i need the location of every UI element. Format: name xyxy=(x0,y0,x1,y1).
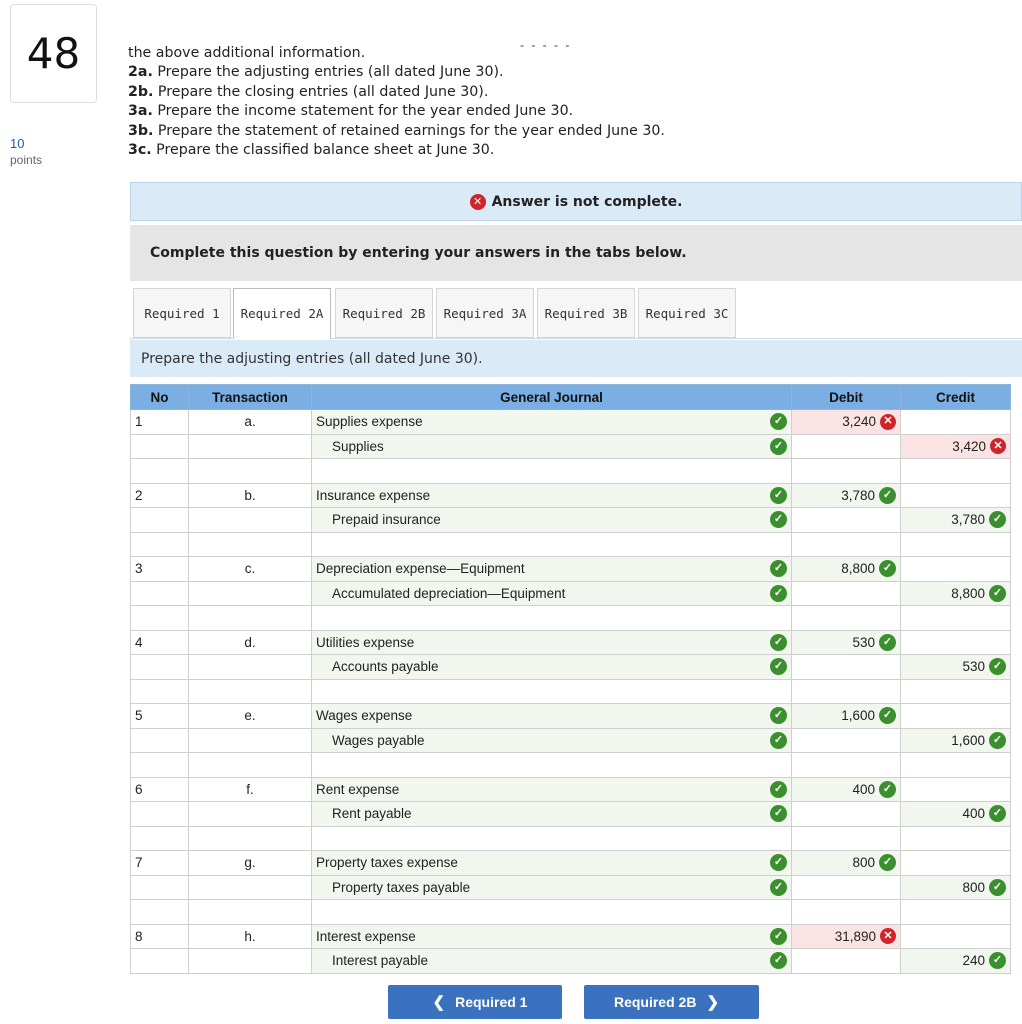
credit-amount: 240 xyxy=(962,953,985,969)
account-wrap xyxy=(316,805,787,822)
credit-amount-cell[interactable] xyxy=(901,728,1011,753)
check-circle-icon: ✓ xyxy=(989,658,1006,675)
amount-wrap xyxy=(951,585,1006,602)
x-circle-icon: ✕ xyxy=(470,194,486,210)
amount-wrap xyxy=(835,928,896,944)
table-row xyxy=(131,581,1011,606)
instruction-text: Prepare the classified balance sheet at June 30. xyxy=(151,142,495,159)
credit-account-cell[interactable] xyxy=(312,875,792,900)
table-row-blank xyxy=(131,532,1011,557)
credit-account-cell[interactable] xyxy=(312,655,792,680)
table-row xyxy=(131,630,1011,655)
amount-wrap xyxy=(852,634,896,651)
account-wrap xyxy=(316,879,787,896)
credit-amount-cell[interactable] xyxy=(901,924,1011,949)
debit-amount-cell[interactable] xyxy=(792,508,901,533)
prepare-instruction: Prepare the adjusting entries (all dated June 30). xyxy=(130,340,1022,377)
amount-wrap xyxy=(962,805,1006,822)
amount-wrap xyxy=(852,781,896,798)
header-general-journal: General Journal xyxy=(312,385,792,410)
debit-amount: 3,240 xyxy=(842,414,876,430)
debit-amount-cell[interactable] xyxy=(792,802,901,827)
debit-account-name: Property taxes expense xyxy=(316,855,458,871)
entry-number-text: 7 xyxy=(135,855,143,871)
credit-amount: 3,420 xyxy=(952,438,986,454)
transaction-text: f. xyxy=(246,781,254,797)
debit-amount-cell[interactable] xyxy=(792,655,901,680)
entry-number xyxy=(131,581,189,606)
table-row xyxy=(131,949,1011,974)
account-wrap xyxy=(316,854,787,871)
table-row-blank xyxy=(131,826,1011,851)
entry-number xyxy=(131,875,189,900)
credit-account-name: Interest payable xyxy=(332,953,429,969)
transaction-cell xyxy=(189,532,312,557)
transaction-text: a. xyxy=(244,414,256,430)
instruction-tag: 3b. xyxy=(128,122,154,139)
entry-number xyxy=(131,777,189,802)
x-circle-icon: ✕ xyxy=(880,414,896,430)
transaction-cell xyxy=(189,704,312,729)
credit-account-name: Supplies xyxy=(332,438,384,454)
entry-number xyxy=(131,704,189,729)
debit-account-cell[interactable] xyxy=(312,777,792,802)
check-circle-icon: ✓ xyxy=(770,781,787,798)
credit-amount-cell[interactable] xyxy=(901,434,1011,459)
entry-number xyxy=(131,606,189,631)
entry-number xyxy=(131,679,189,704)
account-wrap xyxy=(316,487,787,504)
transaction-cell xyxy=(189,508,312,533)
instruction-line xyxy=(128,141,665,160)
account-wrap xyxy=(316,658,787,675)
table-row xyxy=(131,704,1011,729)
credit-account-cell[interactable] xyxy=(312,508,792,533)
instruction-text: Prepare the income statement for the year ended June 30. xyxy=(152,103,574,120)
entry-number-text: 5 xyxy=(135,708,143,724)
account-wrap xyxy=(316,413,787,430)
answer-status-text: Answer is not complete. xyxy=(491,193,683,210)
account-cell[interactable] xyxy=(312,826,792,851)
credit-account-cell[interactable] xyxy=(312,802,792,827)
table-row xyxy=(131,483,1011,508)
transaction-cell xyxy=(189,777,312,802)
account-wrap xyxy=(316,438,787,455)
table-row xyxy=(131,434,1011,459)
check-circle-icon: ✓ xyxy=(770,805,787,822)
transaction-text: h. xyxy=(244,928,256,944)
transaction-cell xyxy=(189,483,312,508)
check-circle-icon: ✓ xyxy=(770,732,787,749)
table-row xyxy=(131,557,1011,582)
transaction-text: b. xyxy=(244,487,256,503)
credit-account-cell[interactable] xyxy=(312,949,792,974)
instruction-line xyxy=(128,83,665,102)
account-wrap xyxy=(316,585,787,602)
transaction-cell xyxy=(189,557,312,582)
entry-number xyxy=(131,557,189,582)
debit-account-name: Insurance expense xyxy=(316,487,431,503)
instruction-text: Prepare the adjusting entries (all dated June 30). xyxy=(152,64,504,81)
transaction-cell xyxy=(189,434,312,459)
amount-wrap xyxy=(951,732,1006,749)
tab-bar xyxy=(130,288,1022,339)
table-row xyxy=(131,924,1011,949)
check-circle-icon: ✓ xyxy=(770,585,787,602)
account-wrap xyxy=(316,781,787,798)
check-circle-icon: ✓ xyxy=(770,413,787,430)
debit-account-cell[interactable] xyxy=(312,704,792,729)
check-circle-icon: ✓ xyxy=(989,805,1006,822)
credit-amount-cell[interactable] xyxy=(901,557,1011,582)
instruction-line xyxy=(128,102,665,121)
account-wrap xyxy=(316,511,787,528)
credit-amount-cell[interactable] xyxy=(901,483,1011,508)
debit-amount-cell[interactable] xyxy=(792,753,901,778)
entry-number xyxy=(131,900,189,925)
debit-amount: 530 xyxy=(852,634,875,650)
credit-amount: 3,780 xyxy=(951,512,985,528)
check-circle-icon: ✓ xyxy=(989,879,1006,896)
check-circle-icon: ✓ xyxy=(989,511,1006,528)
entry-number xyxy=(131,851,189,876)
transaction-cell xyxy=(189,630,312,655)
instructions xyxy=(128,44,665,160)
account-wrap xyxy=(316,634,787,651)
entry-number xyxy=(131,410,189,435)
table-row xyxy=(131,728,1011,753)
debit-account-name: Rent expense xyxy=(316,781,400,797)
credit-amount: 1,600 xyxy=(951,732,985,748)
table-row xyxy=(131,777,1011,802)
header-fragment: - - - - - xyxy=(520,38,572,52)
debit-amount: 400 xyxy=(852,781,875,797)
account-wrap xyxy=(316,707,787,724)
account-cell[interactable] xyxy=(312,900,792,925)
table-row xyxy=(131,875,1011,900)
entry-number xyxy=(131,924,189,949)
credit-amount: 800 xyxy=(962,879,985,895)
credit-amount-cell[interactable] xyxy=(901,630,1011,655)
account-wrap xyxy=(316,560,787,577)
debit-amount-cell[interactable] xyxy=(792,434,901,459)
table-row xyxy=(131,410,1011,435)
check-circle-icon: ✓ xyxy=(770,487,787,504)
check-circle-icon: ✓ xyxy=(770,707,787,724)
transaction-cell xyxy=(189,655,312,680)
transaction-cell xyxy=(189,679,312,704)
debit-amount-cell[interactable] xyxy=(792,900,901,925)
transaction-cell xyxy=(189,826,312,851)
debit-account-cell[interactable] xyxy=(312,630,792,655)
debit-amount-cell[interactable] xyxy=(792,532,901,557)
prev-button-label: Required 1 xyxy=(455,994,528,1010)
check-circle-icon: ✓ xyxy=(879,634,896,651)
check-circle-icon: ✓ xyxy=(879,781,896,798)
debit-amount: 3,780 xyxy=(841,487,875,503)
chevron-left-icon: ❮ xyxy=(432,994,446,1011)
account-wrap xyxy=(316,732,787,749)
check-circle-icon: ✓ xyxy=(770,879,787,896)
debit-account-cell[interactable] xyxy=(312,483,792,508)
debit-amount-cell[interactable] xyxy=(792,459,901,484)
debit-amount-cell[interactable] xyxy=(792,679,901,704)
journal-table xyxy=(130,384,1011,974)
account-cell[interactable] xyxy=(312,459,792,484)
credit-amount-cell[interactable] xyxy=(901,802,1011,827)
amount-wrap xyxy=(841,487,896,504)
x-circle-icon: ✕ xyxy=(880,928,896,944)
entry-number xyxy=(131,434,189,459)
instruction-tag: 2a. xyxy=(128,64,153,81)
debit-amount-cell[interactable] xyxy=(792,557,901,582)
credit-account-cell[interactable] xyxy=(312,728,792,753)
credit-amount: 8,800 xyxy=(951,585,985,601)
credit-amount-cell[interactable] xyxy=(901,679,1011,704)
debit-account-cell[interactable] xyxy=(312,924,792,949)
debit-amount-cell[interactable] xyxy=(792,851,901,876)
entry-number-text: 4 xyxy=(135,634,143,650)
debit-amount-cell[interactable] xyxy=(792,949,901,974)
credit-amount-cell[interactable] xyxy=(901,875,1011,900)
check-circle-icon: ✓ xyxy=(879,487,896,504)
entry-number xyxy=(131,532,189,557)
transaction-text: c. xyxy=(244,561,256,577)
table-row xyxy=(131,508,1011,533)
debit-amount-cell[interactable] xyxy=(792,606,901,631)
transaction-cell xyxy=(189,900,312,925)
credit-account-cell[interactable] xyxy=(312,581,792,606)
credit-amount-cell[interactable] xyxy=(901,410,1011,435)
credit-amount-cell[interactable] xyxy=(901,532,1011,557)
transaction-cell xyxy=(189,851,312,876)
check-circle-icon: ✓ xyxy=(770,854,787,871)
answer-status-banner xyxy=(130,182,1022,221)
debit-amount: 1,600 xyxy=(841,708,875,724)
amount-wrap xyxy=(962,879,1006,896)
entry-number xyxy=(131,655,189,680)
instruction-line xyxy=(128,63,665,82)
check-circle-icon: ✓ xyxy=(770,560,787,577)
amount-wrap xyxy=(952,438,1006,454)
credit-account-cell[interactable] xyxy=(312,434,792,459)
check-circle-icon: ✓ xyxy=(989,952,1006,969)
credit-amount-cell[interactable] xyxy=(901,655,1011,680)
transaction-cell xyxy=(189,581,312,606)
chevron-right-icon: ❯ xyxy=(706,994,720,1011)
debit-account-name: Utilities expense xyxy=(316,634,415,650)
transaction-cell xyxy=(189,924,312,949)
debit-account-name: Interest expense xyxy=(316,928,416,944)
entry-number xyxy=(131,753,189,778)
transaction-text: d. xyxy=(244,634,256,650)
points-label: points xyxy=(10,153,43,167)
check-circle-icon: ✓ xyxy=(770,438,787,455)
transaction-text: g. xyxy=(244,855,256,871)
instruction-text: Prepare the statement of retained earnings for the year ended June 30. xyxy=(153,122,665,139)
credit-account-name: Rent payable xyxy=(332,806,412,822)
prev-required-button[interactable] xyxy=(388,985,562,1019)
amount-wrap xyxy=(841,707,896,724)
debit-account-name: Supplies expense xyxy=(316,414,423,430)
instruction-text: Prepare the closing entries (all dated June 30). xyxy=(153,83,489,100)
amount-wrap xyxy=(852,854,896,871)
instruction-text: the above additional information. xyxy=(128,45,366,61)
credit-amount-cell[interactable] xyxy=(901,508,1011,533)
tab-required-2a[interactable]: Required 2A xyxy=(233,288,331,339)
debit-amount-cell[interactable] xyxy=(792,630,901,655)
debit-amount-cell[interactable] xyxy=(792,826,901,851)
credit-account-name: Prepaid insurance xyxy=(332,512,441,528)
credit-account-name: Property taxes payable xyxy=(332,879,471,895)
instruction-tag: 2b. xyxy=(128,83,154,100)
table-row-blank xyxy=(131,900,1011,925)
tab-required-1[interactable]: Required 1 xyxy=(133,288,231,338)
entry-number-text: 8 xyxy=(135,928,143,944)
credit-amount-cell[interactable] xyxy=(901,900,1011,925)
entry-number xyxy=(131,459,189,484)
credit-amount-cell[interactable] xyxy=(901,581,1011,606)
debit-amount-cell[interactable] xyxy=(792,581,901,606)
entry-number-text: 3 xyxy=(135,561,143,577)
account-cell[interactable] xyxy=(312,679,792,704)
credit-amount-cell[interactable] xyxy=(901,826,1011,851)
tab-required-3a[interactable]: Required 3A xyxy=(436,288,534,338)
entry-number xyxy=(131,949,189,974)
debit-amount-cell[interactable] xyxy=(792,924,901,949)
debit-account-name: Depreciation expense—Equipment xyxy=(316,561,525,577)
entry-number-text: 1 xyxy=(135,414,143,430)
check-circle-icon: ✓ xyxy=(770,952,787,969)
credit-account-name: Wages payable xyxy=(332,732,425,748)
debit-amount-cell[interactable] xyxy=(792,704,901,729)
debit-amount-cell[interactable] xyxy=(792,410,901,435)
table-row xyxy=(131,802,1011,827)
tab-required-3c[interactable]: Required 3C xyxy=(638,288,736,338)
credit-amount-cell[interactable] xyxy=(901,777,1011,802)
amount-wrap xyxy=(842,414,896,430)
debit-account-cell[interactable] xyxy=(312,557,792,582)
x-circle-icon: ✕ xyxy=(990,438,1006,454)
table-row-blank xyxy=(131,679,1011,704)
credit-amount-cell[interactable] xyxy=(901,949,1011,974)
debit-account-cell[interactable] xyxy=(312,410,792,435)
table-header-row xyxy=(131,385,1011,410)
amount-wrap xyxy=(841,560,896,577)
next-button-label: Required 2B xyxy=(613,994,697,1010)
instruction-line xyxy=(128,44,665,63)
debit-account-cell[interactable] xyxy=(312,851,792,876)
credit-account-name: Accumulated depreciation—Equipment xyxy=(332,585,566,601)
header-credit: Credit xyxy=(901,385,1011,410)
credit-amount-cell[interactable] xyxy=(901,704,1011,729)
transaction-cell xyxy=(189,410,312,435)
check-circle-icon: ✓ xyxy=(770,511,787,528)
account-cell[interactable] xyxy=(312,753,792,778)
transaction-cell xyxy=(189,802,312,827)
account-wrap xyxy=(316,952,787,969)
question-number: 48 xyxy=(26,29,81,78)
credit-amount: 400 xyxy=(962,806,985,822)
credit-amount-cell[interactable] xyxy=(901,851,1011,876)
entry-number xyxy=(131,826,189,851)
table-row-blank xyxy=(131,753,1011,778)
entry-number xyxy=(131,728,189,753)
debit-amount-cell[interactable] xyxy=(792,728,901,753)
debit-amount-cell[interactable] xyxy=(792,875,901,900)
entry-number-text: 6 xyxy=(135,781,143,797)
debit-amount: 31,890 xyxy=(834,928,876,944)
entry-number xyxy=(131,508,189,533)
check-circle-icon: ✓ xyxy=(770,634,787,651)
tab-required-2b[interactable]: Required 2B xyxy=(335,288,433,338)
table-row-blank xyxy=(131,606,1011,631)
check-circle-icon: ✓ xyxy=(879,560,896,577)
amount-wrap xyxy=(962,952,1006,969)
entry-number-text: 2 xyxy=(135,487,143,503)
credit-account-name: Accounts payable xyxy=(332,659,439,675)
check-circle-icon: ✓ xyxy=(879,854,896,871)
check-circle-icon: ✓ xyxy=(770,928,787,945)
transaction-cell xyxy=(189,459,312,484)
credit-amount: 530 xyxy=(962,659,985,675)
table-row-blank xyxy=(131,459,1011,484)
next-required-button[interactable] xyxy=(584,985,759,1019)
header-no: No xyxy=(131,385,189,410)
transaction-cell xyxy=(189,949,312,974)
transaction-text: e. xyxy=(244,708,256,724)
points-value: 10 xyxy=(10,136,25,151)
credit-amount-cell[interactable] xyxy=(901,606,1011,631)
check-circle-icon: ✓ xyxy=(989,585,1006,602)
credit-amount-cell[interactable] xyxy=(901,753,1011,778)
account-cell[interactable] xyxy=(312,606,792,631)
debit-amount: 8,800 xyxy=(841,561,875,577)
transaction-cell xyxy=(189,728,312,753)
transaction-cell xyxy=(189,606,312,631)
debit-amount: 800 xyxy=(852,855,875,871)
check-circle-icon: ✓ xyxy=(989,732,1006,749)
amount-wrap xyxy=(951,511,1006,528)
table-row xyxy=(131,851,1011,876)
account-cell[interactable] xyxy=(312,532,792,557)
table-row xyxy=(131,655,1011,680)
instruction-tag: 3c. xyxy=(128,142,152,159)
amount-wrap xyxy=(962,658,1006,675)
complete-prompt: Complete this question by entering your answers in the tabs below. xyxy=(130,225,1022,281)
header-transaction: Transaction xyxy=(189,385,312,410)
entry-number xyxy=(131,802,189,827)
debit-account-name: Wages expense xyxy=(316,708,413,724)
check-circle-icon: ✓ xyxy=(879,707,896,724)
points-info xyxy=(10,136,42,168)
instruction-line xyxy=(128,122,665,141)
credit-amount-cell[interactable] xyxy=(901,459,1011,484)
debit-amount-cell[interactable] xyxy=(792,777,901,802)
question-number-box xyxy=(10,4,97,103)
header-debit: Debit xyxy=(792,385,901,410)
entry-number xyxy=(131,630,189,655)
check-circle-icon: ✓ xyxy=(770,658,787,675)
tab-required-3b[interactable]: Required 3B xyxy=(537,288,635,338)
debit-amount-cell[interactable] xyxy=(792,483,901,508)
transaction-cell xyxy=(189,753,312,778)
instruction-tag: 3a. xyxy=(128,103,153,120)
entry-number xyxy=(131,483,189,508)
account-wrap xyxy=(316,928,787,945)
transaction-cell xyxy=(189,875,312,900)
